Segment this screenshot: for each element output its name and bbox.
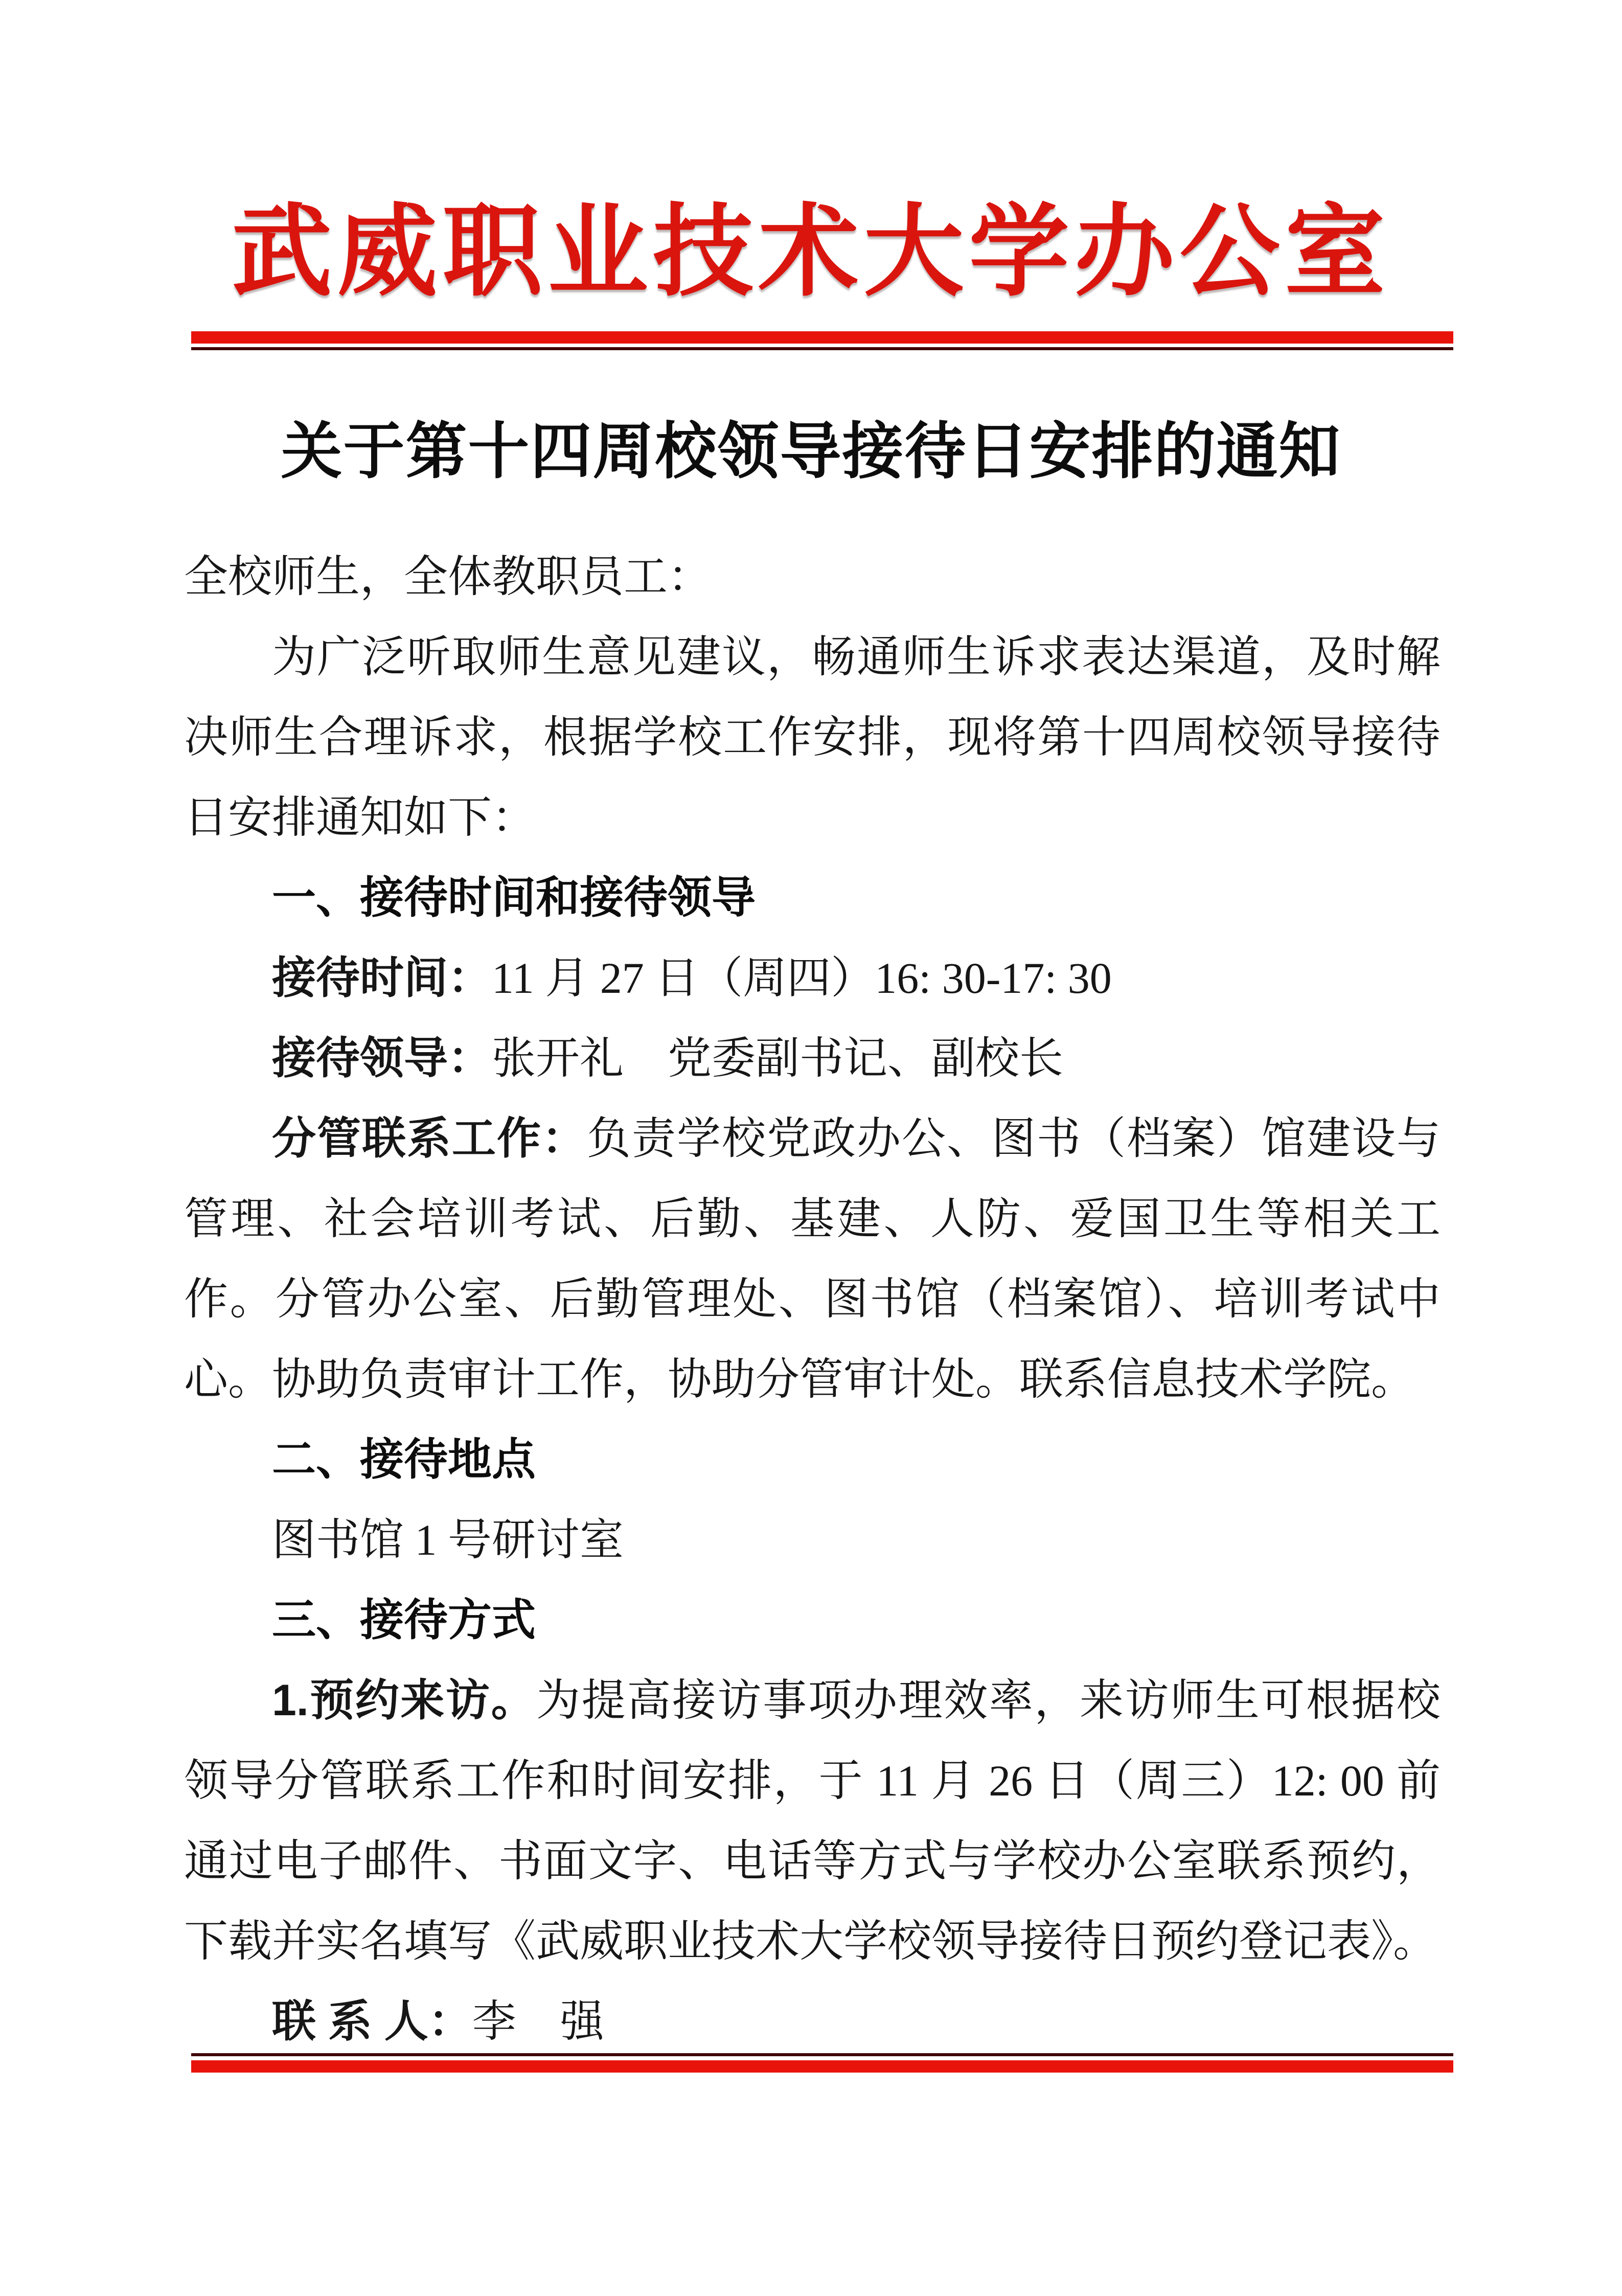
reception-leader-value: 张开礼 党委副书记、副校长 — [492, 1034, 1063, 1083]
reception-time-line — [184, 938, 1441, 1018]
reception-leader-line — [184, 1018, 1441, 1099]
letterhead-divider — [191, 331, 1453, 350]
letterhead-office-name: 武威职业技术大学办公室 — [232, 197, 1390, 308]
method-value: 为提高接访事项办理效率，来访师生可根据校领导分管联系工作和时间安排，于 11 月 26 日（周三）12: 00 前通过电子邮件、书面文字、电话等方式与学校办公室联系预约，下载并实名填写《武威职业技术大学校领导接待日预约登记表》。 — [184, 1676, 1441, 1966]
intro-paragraph: 为广泛听取师生意见建议，畅通师生诉求表达渠道，及时解决师生合理诉求，根据学校工作安排，现将第十四周校领导接待日安排通知如下： — [184, 632, 1441, 842]
method-paragraph — [184, 1661, 1441, 1982]
reception-time-label: 接待时间： — [272, 953, 492, 1003]
section2-heading: 二、接待地点 — [272, 1435, 536, 1484]
duty-value: 负责学校党政办公、图书（档案）馆建设与管理、社会培训考试、后勤、基建、人防、爱国卫生等相关工作。分管办公室、后勤管理处、图书馆（档案馆）、培训考试中心。协助负责审计工作，协助分管审计处。联系信息技术学院。 — [184, 1114, 1441, 1404]
reception-time-value: 11 月 27 日（周四）16: 30-17: 30 — [492, 953, 1112, 1003]
reception-leader-label: 接待领导： — [272, 1034, 492, 1083]
section1-heading: 一、接待时间和接待领导 — [272, 873, 756, 922]
contact-label: 联 系 人： — [272, 1997, 472, 2046]
duty-label: 分管联系工作： — [272, 1114, 587, 1163]
contact-value: 李 强 — [472, 1997, 604, 2046]
notice-body — [184, 537, 1441, 2062]
method-label: 1.预约来访。 — [272, 1676, 537, 1725]
section3-heading: 三、接待方式 — [272, 1596, 536, 1645]
contact-line — [184, 1982, 1441, 2062]
footer-divider — [191, 2053, 1453, 2073]
duty-paragraph — [184, 1099, 1441, 1420]
letterhead-divider-thin-line — [191, 347, 1453, 350]
reception-location: 图书馆 1 号研讨室 — [272, 1515, 624, 1564]
letterhead-divider-thick-line — [191, 331, 1453, 344]
notice-title: 关于第十四周校领导接待日安排的通知 — [281, 418, 1341, 486]
salutation: 全校师生，全体教职员工： — [184, 552, 712, 601]
footer-divider-thick-line — [191, 2060, 1453, 2073]
